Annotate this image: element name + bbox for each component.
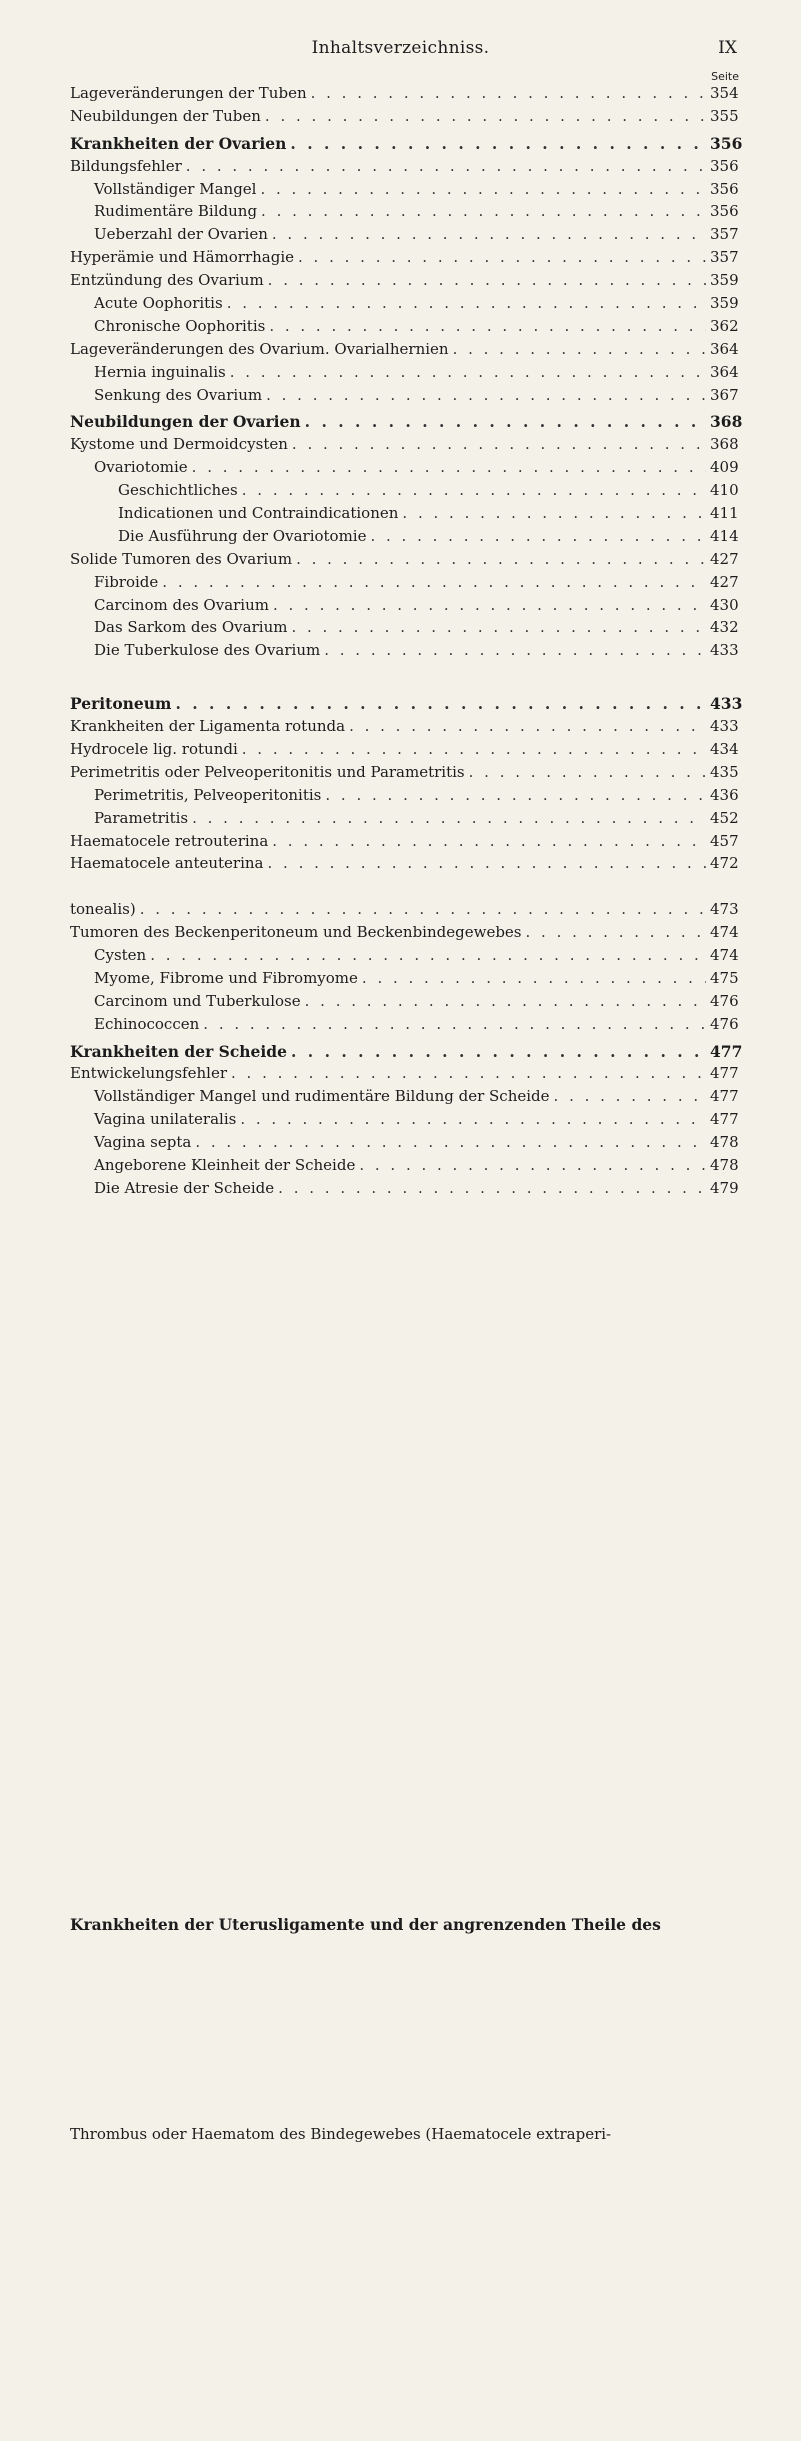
toc-entry-label: Myome, Fibrome und Fibromyome (94, 968, 358, 987)
toc-entry-label: Krankheiten der Ovarien (70, 133, 287, 153)
leader-dots (349, 717, 706, 735)
toc-entry-label: Solide Tumoren des Ovarium (70, 549, 293, 568)
leader-dots (150, 946, 706, 964)
toc-entry-page: 476 (710, 1014, 739, 1033)
toc-entry-label: Ueberzahl der Ovarien (94, 225, 268, 244)
toc-entry-label: Haematocele retrouterina (70, 831, 269, 850)
toc-entry-label: Fibroide (94, 572, 159, 591)
toc-entry-label: Perimetritis, Pelveoperitonitis (94, 785, 322, 804)
toc-entry (70, 809, 738, 832)
table-of-contents (70, 84, 743, 2144)
toc-entry (70, 1133, 738, 1156)
leader-dots (362, 969, 706, 987)
toc-entry-page: 478 (710, 1155, 739, 1174)
running-title: Inhaltsverzeichniss. (311, 38, 490, 58)
leader-dots (554, 1087, 706, 1105)
toc-entry (70, 180, 738, 203)
toc-entry (70, 458, 738, 481)
toc-entry-label: Rudimentäre Bildung (94, 202, 258, 221)
toc-entry-label: Krankheiten der Ligamenta rotunda (70, 717, 346, 736)
toc-entry (70, 317, 738, 340)
toc-entry-label: Chronische Oophoritis (94, 316, 266, 335)
leader-dots (175, 694, 706, 713)
toc-entry (70, 1087, 738, 1110)
toc-entry-page: 452 (710, 808, 739, 827)
toc-entry-label: Neubildungen der Ovarien (70, 412, 301, 432)
leader-dots (292, 435, 706, 453)
toc-entry-label: Ovariotomie (94, 458, 188, 477)
toc-entry (70, 740, 738, 763)
toc-entry-label: Peritoneum (70, 694, 172, 714)
toc-entry-page: 476 (710, 991, 739, 1010)
toc-entry (70, 1064, 738, 1087)
toc-entry-label: Kystome und Dermoidcysten (70, 435, 288, 454)
toc-entry-label: Angeborene Kleinheit der Scheide (94, 1155, 356, 1174)
toc-entry (70, 248, 738, 271)
leader-dots (192, 809, 706, 827)
leader-dots (273, 596, 706, 614)
toc-entry-page: 362 (710, 316, 739, 335)
leader-dots (296, 550, 706, 568)
leader-dots (230, 363, 706, 381)
toc-entry (70, 435, 738, 458)
leader-dots (324, 641, 706, 659)
toc-entry-page: 427 (710, 549, 739, 568)
toc-entry-page: 409 (710, 458, 739, 477)
toc-entry-page: 357 (710, 225, 739, 244)
toc-entry (70, 923, 738, 946)
toc-entry-label: Vagina unilateralis (94, 1110, 237, 1129)
leader-dots (266, 386, 706, 404)
toc-entry-page: 473 (710, 900, 739, 919)
leader-dots (402, 504, 706, 522)
toc-entry-label: Indicationen und Contraindicationen (118, 504, 399, 523)
toc-entry (70, 340, 738, 363)
toc-entry-page: 414 (710, 526, 739, 545)
leader-dots (290, 134, 706, 153)
toc-entry-label: Bildungsfehler (70, 156, 182, 175)
toc-entry (70, 202, 738, 225)
toc-entry-label: Entwickelungsfehler (70, 1064, 227, 1083)
seite-column-label: Seite (711, 70, 739, 83)
toc-entry-label: Vagina septa (94, 1133, 192, 1152)
toc-entry-label: Hyperämie und Hämorrhagie (70, 248, 295, 267)
toc-entry (70, 786, 738, 809)
leader-dots (195, 1133, 706, 1151)
toc-entry (70, 107, 738, 130)
toc-entry-page: 364 (710, 339, 739, 358)
toc-entry-page: 357 (710, 248, 739, 267)
toc-entry (70, 550, 738, 573)
toc-entry-label: Parametritis (94, 808, 189, 827)
toc-entry-page: 410 (710, 481, 739, 500)
leader-dots (162, 573, 706, 591)
toc-entry (70, 641, 738, 664)
toc-entry-page: 477 (710, 1087, 739, 1106)
toc-entry-page: 477 (710, 1110, 739, 1129)
toc-entry-page: 359 (710, 294, 739, 313)
toc-entry-page: 475 (710, 968, 739, 987)
toc-entry-label: Hernia inguinalis (94, 362, 226, 381)
toc-entry (70, 694, 743, 717)
toc-entry-page: 477 (710, 1064, 739, 1083)
toc-entry (70, 1110, 738, 1133)
toc-entry-label: Senkung des Ovarium (94, 385, 263, 404)
toc-entry-page: 432 (710, 618, 739, 637)
toc-entry (70, 992, 738, 1015)
leader-dots (231, 1064, 706, 1082)
toc-entry (70, 832, 738, 855)
toc-entry-label: Lageveränderungen des Ovarium. Ovarialhernien (70, 339, 449, 358)
leader-dots (291, 618, 706, 636)
leader-dots (192, 458, 706, 476)
toc-entry-page: 355 (710, 106, 739, 125)
toc-entry (70, 157, 738, 180)
toc-entry (70, 573, 738, 596)
toc-entry-label: Echinococcen (94, 1014, 200, 1033)
toc-entry-page: 368 (710, 435, 739, 454)
leader-dots (278, 1179, 706, 1197)
leader-dots (311, 84, 706, 102)
toc-entry-label: Lageveränderungen der Tuben (70, 84, 307, 102)
toc-entry (70, 84, 738, 107)
leader-dots (242, 481, 706, 499)
toc-entry-label: tonealis) (70, 900, 136, 919)
toc-entry (70, 1156, 738, 1179)
toc-entry-page: 356 (710, 156, 739, 175)
leader-dots (265, 107, 706, 125)
toc-entry-page: 474 (710, 945, 739, 964)
page-header (0, 38, 801, 62)
leader-dots (272, 225, 706, 243)
leader-dots (325, 786, 706, 804)
toc-entry-label: Entzündung des Ovarium (70, 271, 264, 290)
toc-entry-page: 368 (710, 412, 743, 432)
toc-entry-label: Thrombus oder Haematom des Bindegewebes (Haematocele extraperi- (70, 2125, 612, 2144)
toc-entry-page: 433 (710, 641, 739, 660)
leader-dots (261, 202, 706, 220)
leader-dots (242, 740, 706, 758)
toc-entry-page: 411 (710, 504, 739, 523)
toc-entry-page: 354 (710, 84, 739, 102)
leader-dots (305, 992, 706, 1010)
toc-entry (70, 717, 738, 740)
toc-entry (70, 481, 738, 504)
toc-entry-label: Cysten (94, 945, 147, 964)
toc-entry-page: 356 (710, 202, 739, 221)
leader-dots (269, 317, 706, 335)
leader-dots (268, 271, 706, 289)
toc-entry-page: 472 (710, 854, 739, 873)
toc-entry-label: Die Ausführung der Ovariotomie (118, 526, 367, 545)
leader-dots (240, 1110, 706, 1128)
toc-entry (70, 618, 738, 641)
toc-entry-label: Vollständiger Mangel und rudimentäre Bildung der Scheide (94, 1087, 550, 1106)
toc-entry-page: 356 (710, 179, 739, 198)
toc-entry-label: Acute Oophoritis (94, 294, 223, 313)
leader-dots (186, 157, 706, 175)
toc-entry-page: 479 (710, 1178, 739, 1197)
leader-dots (268, 854, 707, 872)
toc-entry-page: 434 (710, 739, 739, 758)
leader-dots (469, 763, 706, 781)
leader-dots (291, 1042, 706, 1061)
leader-dots (140, 900, 706, 918)
toc-entry (70, 527, 738, 550)
leader-dots (370, 527, 706, 545)
leader-dots (272, 832, 706, 850)
leader-dots (359, 1156, 706, 1174)
toc-entry (70, 412, 743, 435)
leader-dots (305, 412, 706, 431)
toc-entry-label: Carcinom und Tuberkulose (94, 991, 301, 1010)
leader-dots (203, 1015, 706, 1033)
toc-entry-label: Die Tuberkulose des Ovarium (94, 641, 321, 660)
toc-entry (70, 1179, 738, 1202)
toc-entry-page: 359 (710, 271, 739, 290)
toc-entry-label: Tumoren des Beckenperitoneum und Beckenbindegewebes (70, 923, 522, 942)
toc-entry-label: Perimetritis oder Pelveoperitonitis und Parametritis (70, 762, 465, 781)
leader-dots (260, 180, 706, 198)
toc-entry-page: 430 (710, 595, 739, 614)
toc-entry (70, 504, 738, 527)
toc-entry-page: 433 (710, 694, 743, 714)
leader-dots (298, 248, 706, 266)
toc-entry-page: 435 (710, 762, 739, 781)
toc-entry (70, 763, 738, 786)
toc-entry-page: 474 (710, 923, 739, 942)
toc-entry-page: 477 (710, 1041, 743, 1061)
toc-entry (70, 271, 738, 294)
toc-entry (70, 900, 738, 923)
toc-entry-label: Neubildungen der Tuben (70, 106, 261, 125)
toc-entry (70, 363, 738, 386)
page-number: IX (718, 38, 737, 58)
toc-entry-label: Hydrocele lig. rotundi (70, 739, 238, 758)
toc-entry (70, 386, 738, 409)
toc-entry (70, 225, 738, 248)
toc-entry-page: 436 (710, 785, 739, 804)
leader-dots (227, 294, 706, 312)
toc-entry-page: 356 (710, 133, 743, 153)
toc-entry (70, 1041, 743, 1065)
leader-dots (526, 923, 707, 941)
toc-entry (70, 854, 738, 877)
toc-entry (70, 1015, 738, 1038)
toc-entry-label: Carcinom des Ovarium (94, 595, 269, 614)
toc-entry (70, 596, 738, 619)
toc-entry-page: 427 (710, 572, 739, 591)
toc-entry-label: Krankheiten der Scheide (70, 1041, 288, 1061)
toc-entry-label: Die Atresie der Scheide (94, 1178, 275, 1197)
toc-entry (70, 946, 738, 969)
toc-entry-page: 367 (710, 385, 739, 404)
toc-entry-page: 478 (710, 1133, 739, 1152)
toc-entry (70, 133, 743, 157)
toc-entry-label: Das Sarkom des Ovarium (94, 618, 288, 637)
leader-dots (453, 340, 706, 358)
toc-entry-page: 457 (710, 831, 739, 850)
toc-entry (70, 294, 738, 317)
toc-entry-label: Vollständiger Mangel (94, 179, 257, 198)
toc-entry-label: Haematocele anteuterina (70, 854, 264, 873)
toc-entry-label: Krankheiten der Uterusligamente und der angrenzenden Theile des (70, 1915, 661, 1935)
toc-entry (70, 969, 738, 992)
toc-entry-page: 433 (710, 717, 739, 736)
toc-entry-label: Geschichtliches (118, 481, 238, 500)
toc-entry-page: 364 (710, 362, 739, 381)
